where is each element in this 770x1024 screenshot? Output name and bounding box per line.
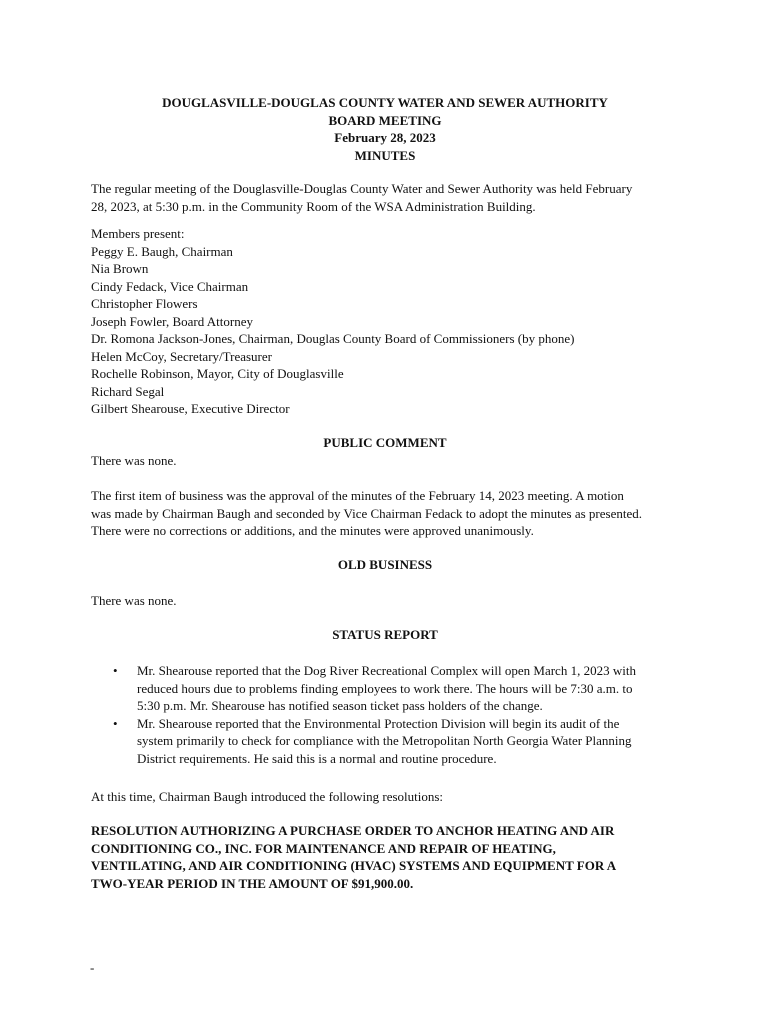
bullet-line: system primarily to check for compliance with the Metropolitan North Georgia Water Planning xyxy=(137,733,632,748)
old-business-line: There was none. xyxy=(91,593,177,608)
member-item: Peggy E. Baugh, Chairman xyxy=(91,243,233,259)
organization-title: DOUGLASVILLE-DOUGLAS COUNTY WATER AND SEWER AUTHORITY xyxy=(162,95,608,110)
member-item: Rochelle Robinson, Mayor, City of Douglasville xyxy=(91,366,344,381)
minutes-line: The first item of business was the approval of the minutes of the February 14, 2023 meeting. A motion xyxy=(91,488,624,503)
resolution-line: CONDITIONING CO., INC. FOR MAINTENANCE AND REPAIR OF HEATING, xyxy=(91,840,556,856)
resolutions-intro xyxy=(91,788,691,806)
public-comment-heading: PUBLIC COMMENT xyxy=(323,435,447,450)
bullet-line: Mr. Shearouse reported that the Environmental Protection Division will begin its audit of the xyxy=(137,715,620,731)
footer-mark: - xyxy=(90,960,95,975)
public-comment-text xyxy=(91,452,691,470)
member-item: Cindy Fedack, Vice Chairman xyxy=(91,278,249,294)
bullet-icon: • xyxy=(113,715,118,731)
bullet-line: District requirements. He said this is a normal and routine procedure. xyxy=(137,750,497,766)
member-item: Nia Brown xyxy=(91,261,149,276)
intro-line: The regular meeting of the Douglasville-Douglas County Water and Sewer Authority was held February xyxy=(91,181,633,196)
member-item: Helen McCoy, Secretary/Treasurer xyxy=(91,348,272,364)
minutes-approval-paragraph xyxy=(91,487,691,540)
member-item: Christopher Flowers xyxy=(91,296,198,311)
document-type: MINUTES xyxy=(354,147,416,163)
old-business-text xyxy=(91,592,691,610)
intro-line: 28, 2023, at 5:30 p.m. in the Community Room of the WSA Administration Building. xyxy=(91,198,536,214)
meeting-title: BOARD MEETING xyxy=(328,112,442,128)
member-item: Joseph Fowler, Board Attorney xyxy=(91,313,253,329)
bullet-line: Mr. Shearouse reported that the Dog River Recreational Complex will open March 1, 2023 with xyxy=(137,663,636,678)
public-comment-line: There was none. xyxy=(91,453,177,468)
member-item: Dr. Romona Jackson-Jones, Chairman, Douglas County Board of Commissioners (by phone) xyxy=(91,331,575,346)
document-header xyxy=(0,94,770,164)
bullet-icon: • xyxy=(113,663,118,678)
bullet-line: 5:30 p.m. Mr. Shearouse has notified season ticket pass holders of the change. xyxy=(137,698,543,713)
minutes-line: was made by Chairman Baugh and seconded by Vice Chairman Fedack to adopt the minutes as presented. xyxy=(91,505,642,521)
meeting-date: February 28, 2023 xyxy=(334,130,436,145)
member-item: Gilbert Shearouse, Executive Director xyxy=(91,401,290,416)
status-report-list xyxy=(113,662,713,767)
bullet-line: reduced hours due to problems finding employees to work there. The hours will be 7:30 a.m. to xyxy=(137,680,633,696)
old-business-heading: OLD BUSINESS xyxy=(337,557,433,572)
list-item xyxy=(113,715,713,768)
members-present xyxy=(91,225,691,418)
minutes-line: There were no corrections or additions, and the minutes were approved unanimously. xyxy=(91,523,534,538)
resolution-line: VENTILATING, AND AIR CONDITIONING (HVAC) SYSTEMS AND EQUIPMENT FOR A xyxy=(91,858,617,873)
member-item: Richard Segal xyxy=(91,383,165,399)
resolution-line: RESOLUTION AUTHORIZING A PURCHASE ORDER TO ANCHOR HEATING AND AIR xyxy=(91,823,615,838)
list-item xyxy=(113,662,713,715)
resolution-line: TWO-YEAR PERIOD IN THE AMOUNT OF $91,900.00. xyxy=(91,875,414,891)
intro-paragraph xyxy=(91,180,691,215)
members-label: Members present: xyxy=(91,226,185,241)
status-report-heading: STATUS REPORT xyxy=(332,627,438,642)
resolution-title xyxy=(91,822,691,892)
resolutions-intro-line: At this time, Chairman Baugh introduced the following resolutions: xyxy=(91,789,444,804)
